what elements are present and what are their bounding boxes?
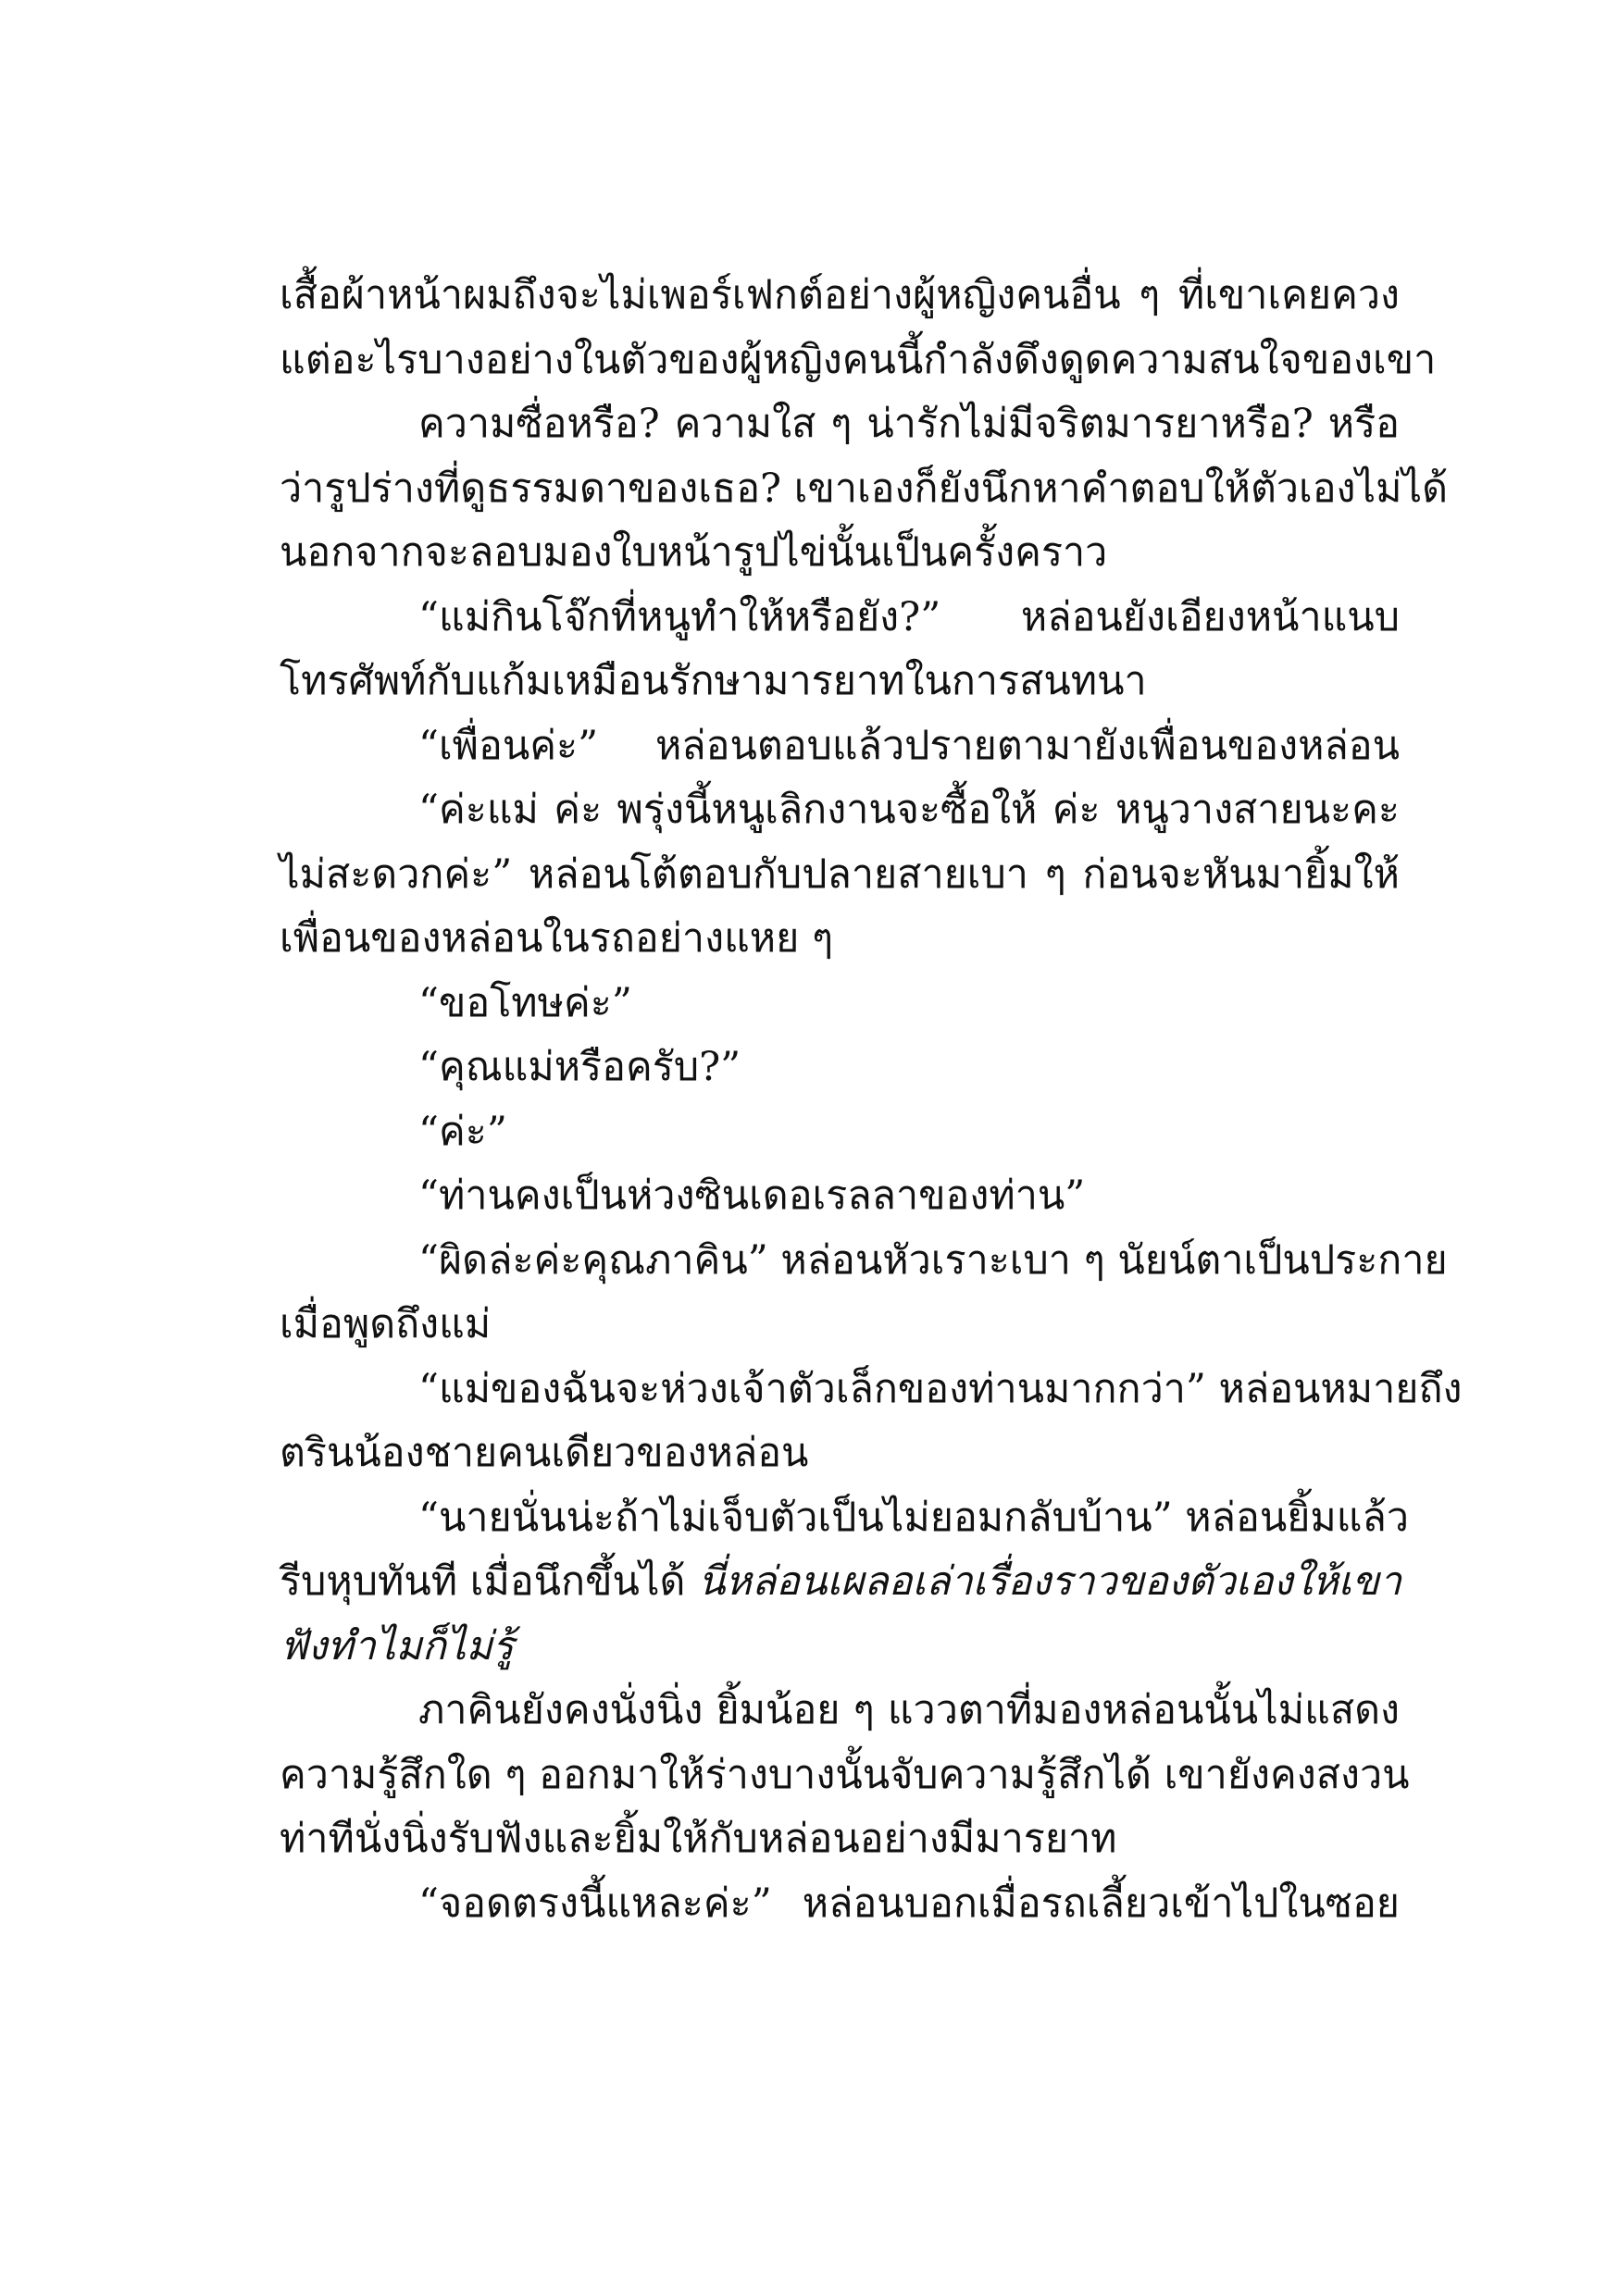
text-line: โทรศัพท์กับแก้มเหมือนรักษามารยาทในการสนทนา [280, 658, 1147, 704]
text-line: ความซื่อหรือ? ความใส ๆ น่ารักไม่มีจริตมารยาหรือ? หรือ [418, 401, 1400, 447]
text-line: “ขอโทษค่ะ” [418, 979, 632, 1026]
text-line: นอกจากจะลอบมองใบหน้ารูปไข่นั้นเป็นครั้งคราว [280, 529, 1108, 576]
text-line: “แม่ของฉันจะห่วงเจ้าตัวเล็กของท่านมากกว่า” หล่อนหมายถึง [418, 1365, 1463, 1412]
text-line: “จอดตรงนี้แหละค่ะ” หล่อนบอกเมื่อรถเลี้ยวเข้าไปในซอย [418, 1880, 1400, 1927]
text-line: “นายนั่นน่ะถ้าไม่เจ็บตัวเป็นไม่ยอมกลับบ้าน” หล่อนยิ้มแล้ว [418, 1494, 1409, 1541]
text-line: แต่อะไรบางอย่างในตัวของผู้หญิงคนนี้กำลังดึงดูดความสนใจของเขา [280, 336, 1437, 383]
text-line: ความรู้สึกใด ๆ ออกมาให้ร่างบางนั้นจับความรู้สึกได้ เขายังคงสงวน [280, 1751, 1410, 1798]
text-line: “ท่านคงเป็นห่วงซินเดอเรลลาของท่าน” [418, 1173, 1086, 1219]
text-line: ไม่สะดวกค่ะ” หล่อนโต้ตอบกับปลายสายเบา ๆ ก่อนจะหันมายิ้มให้ [280, 850, 1400, 898]
text-line: “แม่กินโจ๊กที่หนูทำให้หรือยัง?” หล่อนยังเอียงหน้าแนบ [418, 593, 1400, 640]
text-line: เมื่อพูดถึงแม่ [280, 1301, 492, 1347]
text-line: เสื้อผ้าหน้าผมถึงจะไม่เพอร์เฟกต์อย่างผู้หญิงคนอื่น ๆ ที่เขาเคยควง [280, 272, 1400, 318]
text-line: “ผิดล่ะค่ะคุณภาคิน” หล่อนหัวเราะเบา ๆ นัยน์ตาเป็นประกาย [418, 1236, 1448, 1284]
text-line: “เพื่อนค่ะ” หล่อนตอบแล้วปรายตามายังเพื่อนของหล่อน [418, 722, 1400, 769]
text-line: “ค่ะ” [418, 1108, 507, 1155]
text-line: เพื่อนของหล่อนในรถอย่างแหย ๆ [280, 915, 834, 962]
document-body [280, 264, 1463, 1936]
text-line-mixed [280, 1550, 1400, 1615]
italic-segment: นี่หล่อนเผลอเล่าเรื่องราวของตัวเองให้เขา [698, 1558, 1402, 1605]
text-line: ฟังทำไมก็ไม่รู้ [280, 1622, 515, 1669]
text-line: ท่าทีนั่งนิ่งรับฟังและยิ้มให้กับหล่อนอย่างมีมารยาท [280, 1816, 1117, 1862]
text-line: ว่ารูปร่างที่ดูธรรมดาของเธอ? เขาเองก็ยังนึกหาคำตอบให้ตัวเองไม่ได้ [280, 465, 1449, 512]
text-line: “ค่ะแม่ ค่ะ พรุ่งนี้หนูเลิกงานจะซื้อให้ ค่ะ หนูวางสายนะคะ [418, 787, 1400, 833]
text-line: ตรินน้องชายคนเดียวของหล่อน [280, 1430, 809, 1476]
text-line: “คุณแม่หรือครับ?” [418, 1044, 741, 1090]
plain-segment: รีบหุบทันที เมื่อนึกขึ้นได้ [280, 1558, 699, 1605]
text-line: ภาคินยังคงนั่งนิ่ง ยิ้มน้อย ๆ แววตาที่มองหล่อนนั้นไม่แสดง [418, 1687, 1400, 1733]
